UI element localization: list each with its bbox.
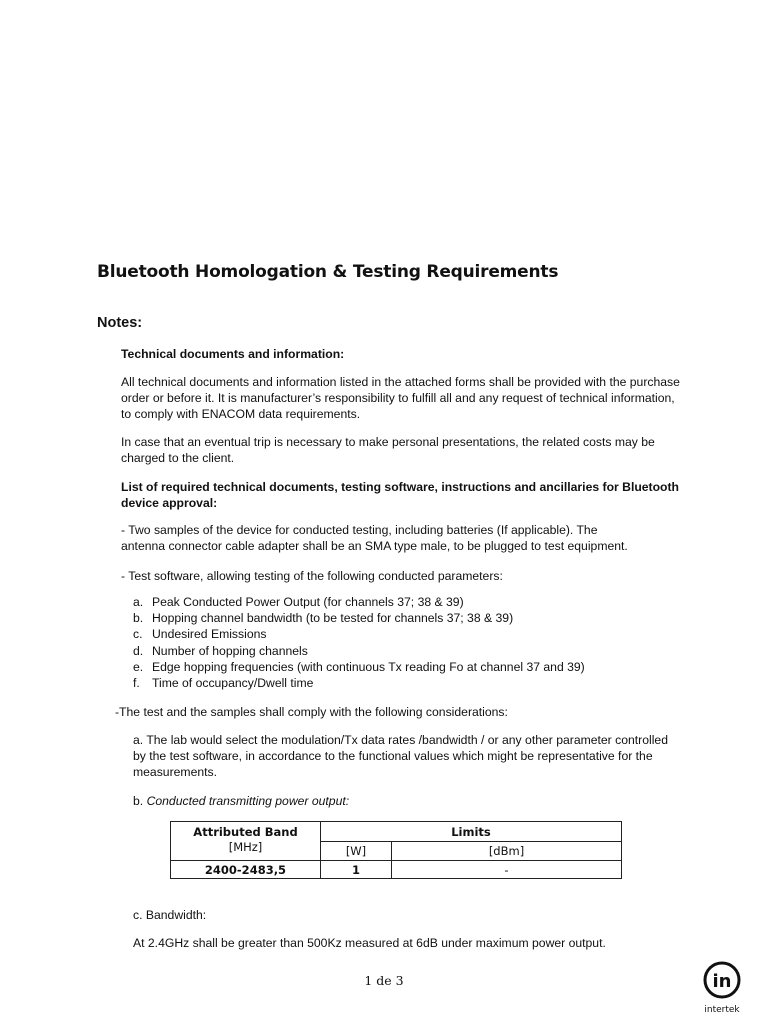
list-item-letter: e. — [133, 659, 144, 674]
list-item-text: Undesired Emissions — [152, 627, 267, 642]
dbm-header: [dBm] — [392, 842, 622, 861]
band-header-cell — [171, 822, 321, 861]
w-header: [W] — [321, 842, 392, 861]
paragraph-line: antenna connector cable adapter shall be an SMA type male, to be plugged to test equipment. — [121, 539, 628, 553]
software-intro: - Test software, allowing testing of the following conducted parameters: — [121, 569, 503, 583]
consideration-b — [133, 793, 349, 809]
paragraph-line: by the test software, in accordance to the functional values which might be representative for the — [133, 749, 653, 763]
heading-line: device approval: — [121, 496, 218, 510]
band-value: 2400-2483,5 — [171, 861, 321, 879]
list-item-text: Edge hopping frequencies (with continuous Tx reading Fo at channel 37 and 39) — [152, 659, 585, 674]
paragraph-line: - Two samples of the device for conducted testing, including batteries (If applicable). The — [121, 523, 598, 537]
parameter-list — [133, 594, 585, 691]
tech-docs-paragraph — [121, 374, 680, 422]
trip-costs-paragraph — [121, 434, 655, 466]
paragraph-line: In case that an eventual trip is necessary to make personal presentations, the related costs may be — [121, 435, 655, 449]
consideration-c-text: At 2.4GHz shall be greater than 500Kz measured at 6dB under maximum power output. — [133, 936, 606, 950]
list-item-letter: b. — [133, 611, 144, 626]
list-item-text: Time of occupancy/Dwell time — [152, 676, 314, 691]
list-item-letter: a. — [133, 595, 144, 609]
list-item-text: Number of hopping channels — [152, 643, 308, 658]
list-item-letter: c. — [133, 627, 143, 642]
intertek-logo-mark-icon — [700, 960, 744, 1000]
paragraph-line: All technical documents and information listed in the attached forms shall be provided with the purchase — [121, 375, 680, 389]
paragraph-line: to comply with ENACOM data requirements. — [121, 407, 361, 421]
intertek-logo — [700, 960, 744, 1016]
tech-docs-heading: Technical documents and information: — [121, 347, 345, 361]
w-value: 1 — [321, 861, 392, 879]
list-item — [133, 594, 585, 610]
band-header-label: Attributed Band — [193, 825, 298, 839]
list-item-letter: f. — [133, 676, 140, 691]
list-item-text: Hopping channel bandwidth (to be tested for channels 37; 38 & 39) — [152, 611, 514, 626]
samples-paragraph — [121, 522, 628, 554]
page-number: 1 de 3 — [364, 973, 404, 988]
list-item — [133, 643, 585, 659]
list-item-letter: d. — [133, 643, 144, 658]
consideration-b-label: Conducted transmitting power output: — [146, 794, 350, 808]
consideration-a — [133, 732, 668, 780]
heading-line: List of required technical documents, testing software, instructions and ancillaries for Bluetooth — [121, 480, 680, 494]
limits-table — [170, 821, 622, 879]
list-item — [133, 659, 585, 675]
limits-header: Limits — [321, 822, 622, 842]
considerations-intro: -The test and the samples shall comply with the following considerations: — [115, 705, 508, 719]
consideration-b-prefix: b. — [133, 794, 147, 808]
notes-heading: Notes: — [97, 315, 143, 331]
band-header-unit: [MHz] — [228, 840, 263, 854]
paragraph-line: a. The lab would select the modulation/Tx data rates /bandwidth / or any other parameter controlled — [133, 733, 668, 747]
list-item — [133, 610, 585, 626]
logo-text: intertek — [704, 1005, 740, 1015]
dbm-value: - — [392, 861, 622, 879]
paragraph-line: order or before it. It is manufacturer’s responsibility to fulfill all and any request of technical information, — [121, 391, 675, 405]
list-item — [133, 626, 585, 642]
list-item-text: Peak Conducted Power Output (for channels 37; 38 & 39) — [152, 595, 464, 609]
list-item — [133, 675, 585, 691]
document-title: Bluetooth Homologation & Testing Requirements — [97, 262, 559, 282]
required-list-heading — [121, 479, 679, 511]
consideration-c-label: c. Bandwidth: — [133, 908, 207, 922]
paragraph-line: charged to the client. — [121, 451, 235, 465]
table-row — [171, 861, 622, 879]
paragraph-line: measurements. — [133, 765, 217, 779]
logo-mark-text: in — [712, 971, 732, 992]
